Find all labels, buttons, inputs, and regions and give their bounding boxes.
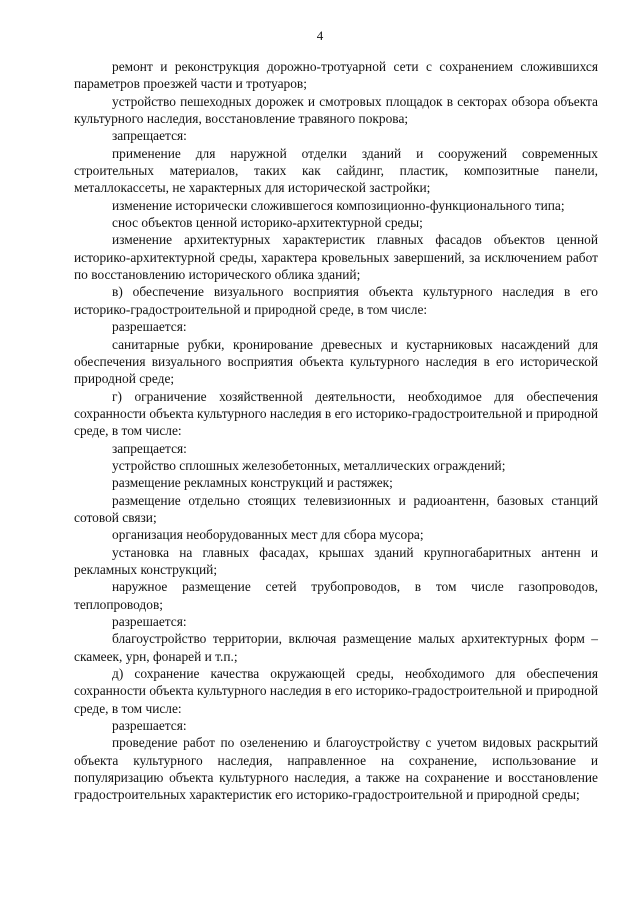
paragraph-antennas: размещение отдельно стоящих телевизионных и радиоантенн, базовых станций сотовой связи; [74, 492, 598, 525]
paragraph-demolition: снос объектов ценной историко-архитектурной среды; [112, 215, 423, 231]
page-number: 4 [316, 28, 324, 43]
paragraph-advertising: размещение рекламных конструкций и растяжек; [112, 475, 393, 491]
paragraph-section-g: г) ограничение хозяйственной деятельности, необходимое для обеспечения сохранности объекта культурного наследия в его историко-градостроительной и природной среде, в том числе: [74, 388, 598, 439]
paragraph-prohibited-heading-2: запрещается: [112, 440, 187, 456]
paragraph-permitted-heading-3: разрешается: [112, 718, 187, 734]
paragraph-large-antennas: установка на главных фасадах, крышах зданий крупногабаритных антенн и рекламных конструкций; [74, 544, 598, 577]
paragraph-modern-materials: применение для наружной отделки зданий и сооружений современных строительных материалов, таких как сайдинг, пластик, композитные панели, металлокассеты, не характерных для исторической застройки; [74, 145, 598, 196]
paragraph-sanitary-felling: санитарные рубки, кронирование древесных и кустарниковых насаждений для обеспечения визуального восприятия объекта культурного наследия в его исторической природной среде; [74, 336, 598, 387]
paragraph-section-d: д) сохранение качества окружающей среды, необходимого для обеспечения сохранности объекта культурного наследия в его историко-градостроительной и природной среде, в том числе: [74, 666, 598, 716]
paragraph-pedestrian-paths: устройство пешеходных дорожек и смотровых площадок в секторах обзора объекта культурного наследия, восстановление травяного покрова; [74, 93, 598, 127]
paragraph-section-v: в) обеспечение визуального восприятия объекта культурного наследия в его историко-градостроительной и природной среде, в том числе: [74, 284, 598, 317]
paragraph-facade-changes: изменение архитектурных характеристик главных фасадов объектов ценной историко-архитектурной среды, характера кровельных завершений, за исключением работ по восстановлению исторического облика зданий; [74, 232, 598, 283]
document-body [74, 58, 598, 804]
paragraph-garbage: организация необорудованных мест для сбора мусора; [112, 527, 424, 543]
paragraph-permitted-heading-2: разрешается: [112, 614, 187, 629]
paragraph-pipelines: наружное размещение сетей трубопроводов, в том числе газопроводов, теплопроводов; [74, 579, 598, 612]
paragraph-permitted-heading: разрешается: [112, 319, 187, 335]
paragraph-prohibited-heading: запрещается: [112, 128, 187, 144]
paragraph-compositional-type: изменение исторически сложившегося композиционно-функционального типа; [112, 197, 565, 213]
paragraph-fences: устройство сплошных железобетонных, металлических ограждений; [112, 457, 506, 473]
paragraph-road-repair: ремонт и реконструкция дорожно-тротуарной сети с сохранением сложившихся параметров проезжей части и тротуаров; [74, 59, 598, 92]
paragraph-landscaping: благоустройство территории, включая размещение малых архитектурных форм – скамеек, урн, фонарей и т.п.; [74, 631, 598, 664]
paragraph-greening-works: проведение работ по озеленению и благоустройству с учетом видовых раскрытий объекта культурного наследия, направленное на сохранение, использование и популяризацию объекта культурного наследия, а также на сохранение и восстановление градостроительных характеристик его историко-градостроительной и природной среды; [74, 735, 598, 803]
